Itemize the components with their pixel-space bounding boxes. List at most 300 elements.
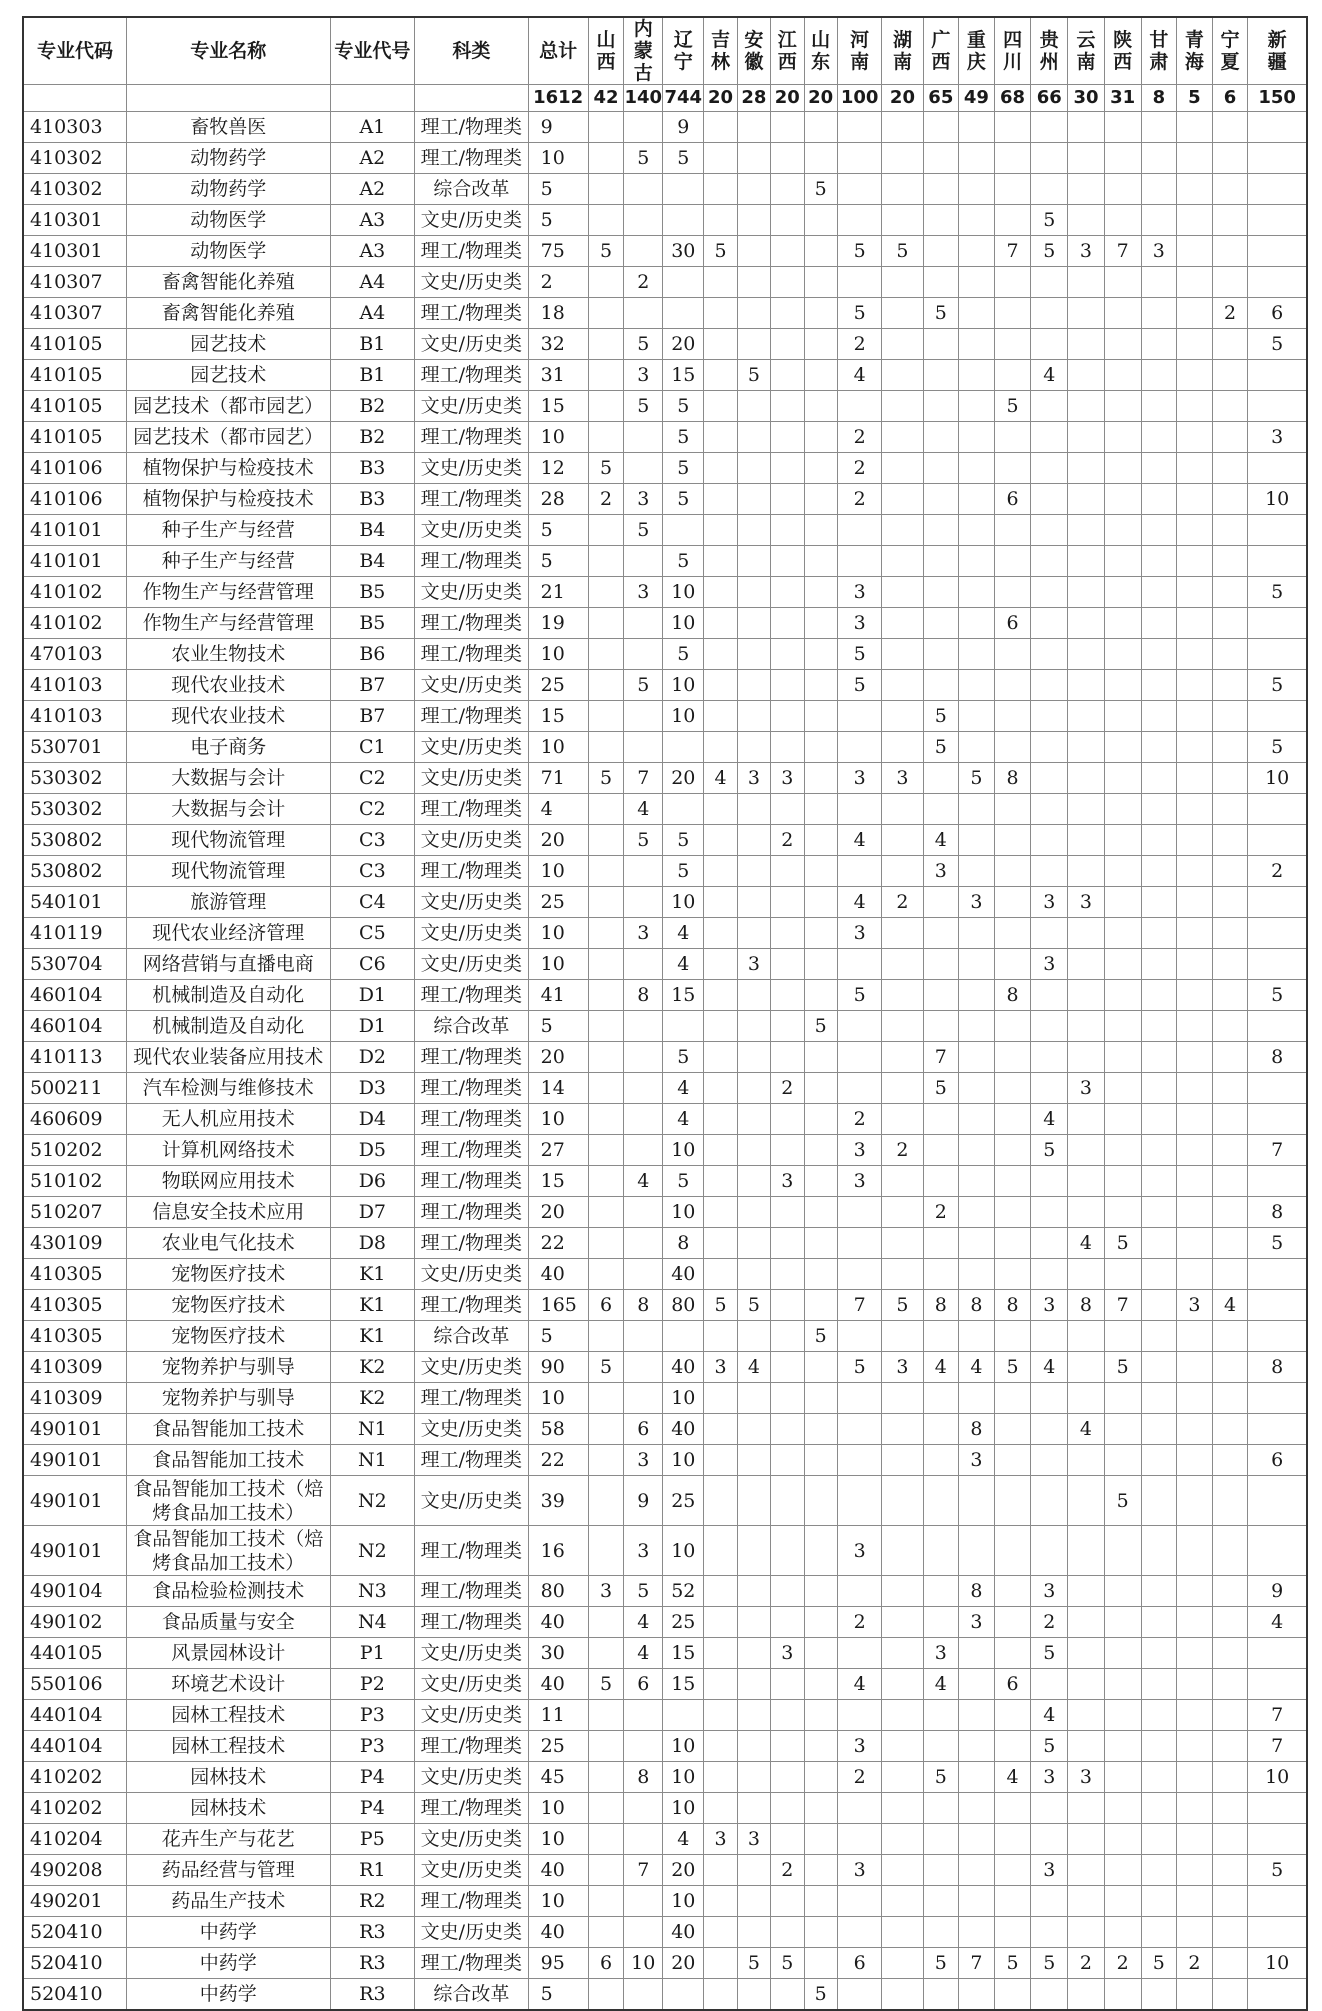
major-number-cell: A4 xyxy=(330,267,415,298)
province-quota-cell xyxy=(737,1414,770,1445)
province-quota-cell: 3 xyxy=(959,887,995,918)
province-quota-cell xyxy=(1177,298,1213,329)
province-quota-cell xyxy=(737,1855,770,1886)
province-quota-cell xyxy=(1141,639,1177,670)
category-cell: 理工/物理类 xyxy=(415,701,528,732)
province-quota-cell xyxy=(737,236,770,267)
province-quota-cell: 5 xyxy=(588,763,624,794)
province-quota-cell xyxy=(1212,763,1248,794)
row-total-cell: 80 xyxy=(528,1576,588,1607)
province-quota-cell xyxy=(1068,329,1105,360)
province-quota-cell xyxy=(837,1383,882,1414)
province-quota-cell xyxy=(804,1445,837,1476)
province-quota-cell: 20 xyxy=(663,329,704,360)
province-quota-cell xyxy=(923,639,959,670)
province-quota-cell xyxy=(1141,732,1177,763)
province-quota-cell xyxy=(1031,1445,1068,1476)
province-quota-cell xyxy=(1031,298,1068,329)
province-quota-cell xyxy=(882,1793,923,1824)
province-quota-cell xyxy=(771,267,804,298)
province-quota-cell: 3 xyxy=(1068,1762,1105,1793)
province-quota-cell xyxy=(1068,391,1105,422)
table-row xyxy=(23,1638,1307,1669)
major-code-cell: 410105 xyxy=(23,391,126,422)
major-number-cell: B7 xyxy=(330,670,415,701)
province-quota-cell xyxy=(1031,608,1068,639)
province-quota-cell xyxy=(704,949,737,980)
table-row xyxy=(23,1793,1307,1824)
province-quota-cell xyxy=(1212,1824,1248,1855)
province-quota-cell xyxy=(923,1979,959,2011)
province-quota-cell xyxy=(1104,1414,1141,1445)
totals-blank xyxy=(126,85,330,112)
province-quota-cell xyxy=(704,1321,737,1352)
province-quota-cell xyxy=(1212,1638,1248,1669)
province-quota-cell xyxy=(1212,1383,1248,1414)
province-quota-cell xyxy=(959,1042,995,1073)
province-quota-cell xyxy=(923,1166,959,1197)
province-quota-cell xyxy=(837,1414,882,1445)
province-quota-cell: 5 xyxy=(804,174,837,205)
province-quota-cell xyxy=(1212,1855,1248,1886)
province-quota-cell xyxy=(704,1576,737,1607)
province-quota-cell xyxy=(1141,763,1177,794)
province-quota-cell xyxy=(704,1917,737,1948)
category-cell: 理工/物理类 xyxy=(415,639,528,670)
category-cell: 理工/物理类 xyxy=(415,1526,528,1576)
province-quota-cell xyxy=(1141,267,1177,298)
province-quota-cell xyxy=(994,1104,1031,1135)
province-quota-cell xyxy=(1177,825,1213,856)
province-quota-cell xyxy=(923,267,959,298)
province-quota-cell: 2 xyxy=(923,1197,959,1228)
province-quota-cell xyxy=(994,422,1031,453)
header-province xyxy=(882,17,923,85)
major-code-cell: 520410 xyxy=(23,1979,126,2011)
category-cell: 文史/历史类 xyxy=(415,918,528,949)
province-quota-cell xyxy=(737,608,770,639)
province-quota-cell xyxy=(1177,639,1213,670)
major-number-cell: A4 xyxy=(330,298,415,329)
category-cell: 文史/历史类 xyxy=(415,1855,528,1886)
province-quota-cell xyxy=(923,1445,959,1476)
province-quota-cell xyxy=(704,732,737,763)
province-quota-cell: 4 xyxy=(1212,1290,1248,1321)
province-quota-cell xyxy=(837,1011,882,1042)
province-quota-cell: 6 xyxy=(1248,298,1307,329)
category-cell: 理工/物理类 xyxy=(415,1731,528,1762)
province-quota-cell xyxy=(804,1135,837,1166)
province-quota-cell xyxy=(771,1383,804,1414)
province-quota-cell xyxy=(1248,112,1307,143)
table-row xyxy=(23,1700,1307,1731)
major-code-cell: 410309 xyxy=(23,1383,126,1414)
province-quota-cell xyxy=(1031,1886,1068,1917)
province-quota-cell: 10 xyxy=(663,1383,704,1414)
province-quota-cell xyxy=(737,856,770,887)
major-number-cell: D1 xyxy=(330,980,415,1011)
province-quota-cell: 5 xyxy=(994,1948,1031,1979)
province-quota-cell xyxy=(1104,732,1141,763)
header-major-number: 专业代号 xyxy=(330,17,415,85)
category-cell: 理工/物理类 xyxy=(415,1073,528,1104)
province-quota-cell: 4 xyxy=(624,1638,663,1669)
province-quota-cell: 5 xyxy=(882,236,923,267)
province-quota-cell xyxy=(704,1638,737,1669)
row-total-cell: 40 xyxy=(528,1607,588,1638)
province-quota-cell xyxy=(624,1135,663,1166)
province-quota-cell xyxy=(1141,980,1177,1011)
province-quota-cell xyxy=(994,515,1031,546)
province-quota-cell xyxy=(737,1700,770,1731)
province-quota-cell: 10 xyxy=(663,887,704,918)
province-quota-cell: 3 xyxy=(959,1445,995,1476)
province-quota-cell xyxy=(959,1669,995,1700)
province-quota-cell xyxy=(737,112,770,143)
province-quota-cell xyxy=(923,763,959,794)
major-name-cell: 现代农业技术 xyxy=(126,670,330,701)
province-quota-cell xyxy=(1177,112,1213,143)
province-quota-cell xyxy=(1068,422,1105,453)
province-quota-cell xyxy=(704,980,737,1011)
major-number-cell: D3 xyxy=(330,1073,415,1104)
province-quota-cell xyxy=(1104,1526,1141,1576)
province-total: 49 xyxy=(959,85,995,112)
province-quota-cell xyxy=(994,1576,1031,1607)
category-cell: 文史/历史类 xyxy=(415,1638,528,1669)
province-quota-cell xyxy=(1212,143,1248,174)
province-quota-cell xyxy=(1068,1383,1105,1414)
province-quota-cell xyxy=(1141,329,1177,360)
province-quota-cell xyxy=(994,1476,1031,1526)
province-quota-cell: 4 xyxy=(1031,1700,1068,1731)
province-quota-cell: 8 xyxy=(1248,1352,1307,1383)
province-quota-cell xyxy=(1068,143,1105,174)
province-quota-cell xyxy=(588,856,624,887)
province-quota-cell: 80 xyxy=(663,1290,704,1321)
major-code-cell: 410307 xyxy=(23,267,126,298)
province-quota-cell xyxy=(704,1669,737,1700)
province-quota-cell xyxy=(1177,360,1213,391)
province-quota-cell xyxy=(994,1135,1031,1166)
major-code-cell: 530704 xyxy=(23,949,126,980)
province-name: 湖 南 xyxy=(892,29,912,73)
province-quota-cell: 3 xyxy=(837,763,882,794)
province-quota-cell xyxy=(959,112,995,143)
province-quota-cell xyxy=(804,1476,837,1526)
province-quota-cell: 4 xyxy=(663,1104,704,1135)
province-quota-cell xyxy=(1141,1669,1177,1700)
province-quota-cell xyxy=(1141,825,1177,856)
province-quota-cell xyxy=(882,1607,923,1638)
province-quota-cell xyxy=(704,1383,737,1414)
category-cell: 理工/物理类 xyxy=(415,1104,528,1135)
province-quota-cell xyxy=(1248,608,1307,639)
major-code-cell: 520410 xyxy=(23,1917,126,1948)
province-quota-cell xyxy=(994,143,1031,174)
province-quota-cell xyxy=(994,949,1031,980)
province-quota-cell: 52 xyxy=(663,1576,704,1607)
province-quota-cell xyxy=(1248,1321,1307,1352)
major-number-cell: A3 xyxy=(330,205,415,236)
province-quota-cell: 3 xyxy=(1031,1762,1068,1793)
province-quota-cell xyxy=(1068,577,1105,608)
province-quota-cell xyxy=(1031,918,1068,949)
major-number-cell: N1 xyxy=(330,1445,415,1476)
province-quota-cell xyxy=(1212,1259,1248,1290)
row-total-cell: 5 xyxy=(528,205,588,236)
province-quota-cell xyxy=(1177,205,1213,236)
major-name-cell: 动物医学 xyxy=(126,205,330,236)
province-quota-cell xyxy=(624,112,663,143)
province-quota-cell xyxy=(923,1700,959,1731)
province-quota-cell: 5 xyxy=(837,236,882,267)
province-quota-cell xyxy=(624,1228,663,1259)
table-row xyxy=(23,1979,1307,2011)
row-total-cell: 15 xyxy=(528,1166,588,1197)
province-quota-cell xyxy=(804,1073,837,1104)
province-quota-cell xyxy=(1177,1104,1213,1135)
province-quota-cell xyxy=(1141,1166,1177,1197)
row-total-cell: 5 xyxy=(528,1011,588,1042)
province-quota-cell xyxy=(959,639,995,670)
province-quota-cell: 10 xyxy=(663,1762,704,1793)
major-name-cell: 食品质量与安全 xyxy=(126,1607,330,1638)
province-quota-cell xyxy=(1068,1669,1105,1700)
province-quota-cell xyxy=(959,1073,995,1104)
province-quota-cell: 5 xyxy=(923,1073,959,1104)
province-quota-cell xyxy=(704,1042,737,1073)
table-row xyxy=(23,298,1307,329)
province-quota-cell xyxy=(1068,1526,1105,1576)
row-total-cell: 12 xyxy=(528,453,588,484)
province-quota-cell xyxy=(994,1793,1031,1824)
province-quota-cell xyxy=(1031,763,1068,794)
row-total-cell: 11 xyxy=(528,1700,588,1731)
province-quota-cell xyxy=(588,1762,624,1793)
province-quota-cell: 9 xyxy=(663,112,704,143)
province-quota-cell xyxy=(1031,329,1068,360)
row-total-cell: 18 xyxy=(528,298,588,329)
province-quota-cell xyxy=(959,608,995,639)
table-row xyxy=(23,422,1307,453)
province-quota-cell xyxy=(1141,1011,1177,1042)
province-quota-cell xyxy=(959,1197,995,1228)
province-quota-cell xyxy=(663,1979,704,2011)
province-quota-cell xyxy=(704,1197,737,1228)
province-quota-cell: 5 xyxy=(663,453,704,484)
province-quota-cell xyxy=(882,1700,923,1731)
province-quota-cell xyxy=(959,1731,995,1762)
province-quota-cell: 5 xyxy=(1248,670,1307,701)
major-number-cell: C5 xyxy=(330,918,415,949)
province-quota-cell: 2 xyxy=(837,329,882,360)
province-quota-cell: 20 xyxy=(663,1855,704,1886)
province-quota-cell xyxy=(1031,1476,1068,1526)
major-code-cell: 530302 xyxy=(23,794,126,825)
province-quota-cell xyxy=(771,1445,804,1476)
category-cell: 理工/物理类 xyxy=(415,1290,528,1321)
province-quota-cell xyxy=(1248,1414,1307,1445)
province-quota-cell: 8 xyxy=(1068,1290,1105,1321)
province-quota-cell xyxy=(1248,1073,1307,1104)
category-cell: 理工/物理类 xyxy=(415,1197,528,1228)
province-quota-cell xyxy=(923,980,959,1011)
province-quota-cell xyxy=(959,732,995,763)
province-quota-cell xyxy=(1177,329,1213,360)
province-total: 28 xyxy=(737,85,770,112)
province-quota-cell xyxy=(737,1917,770,1948)
major-name-cell: 园林工程技术 xyxy=(126,1700,330,1731)
province-quota-cell xyxy=(737,484,770,515)
province-quota-cell xyxy=(1068,763,1105,794)
province-quota-cell: 10 xyxy=(663,1793,704,1824)
province-quota-cell xyxy=(959,701,995,732)
province-quota-cell xyxy=(837,1886,882,1917)
province-quota-cell xyxy=(804,515,837,546)
table-row xyxy=(23,949,1307,980)
province-quota-cell xyxy=(1212,1793,1248,1824)
province-quota-cell xyxy=(1104,639,1141,670)
row-total-cell: 10 xyxy=(528,1104,588,1135)
province-name: 吉 林 xyxy=(711,29,731,73)
province-quota-cell: 8 xyxy=(624,1290,663,1321)
province-quota-cell xyxy=(771,794,804,825)
major-number-cell: C2 xyxy=(330,794,415,825)
header-province xyxy=(737,17,770,85)
province-quota-cell: 6 xyxy=(1248,1445,1307,1476)
province-quota-cell xyxy=(1031,515,1068,546)
major-code-cell: 410113 xyxy=(23,1042,126,1073)
totals-blank xyxy=(23,85,126,112)
province-quota-cell xyxy=(1104,1073,1141,1104)
province-quota-cell xyxy=(1248,639,1307,670)
province-quota-cell xyxy=(1248,1669,1307,1700)
province-quota-cell xyxy=(1177,391,1213,422)
province-quota-cell xyxy=(1177,1228,1213,1259)
province-quota-cell xyxy=(771,143,804,174)
province-quota-cell xyxy=(1212,484,1248,515)
province-quota-cell xyxy=(1248,360,1307,391)
table-row xyxy=(23,1042,1307,1073)
category-cell: 文史/历史类 xyxy=(415,577,528,608)
province-quota-cell xyxy=(737,422,770,453)
row-total-cell: 10 xyxy=(528,639,588,670)
province-quota-cell xyxy=(704,112,737,143)
province-quota-cell: 4 xyxy=(704,763,737,794)
province-quota-cell xyxy=(1212,453,1248,484)
province-quota-cell xyxy=(588,1979,624,2011)
province-quota-cell xyxy=(704,608,737,639)
province-quota-cell xyxy=(1104,298,1141,329)
header-province xyxy=(1104,17,1141,85)
province-quota-cell xyxy=(923,360,959,391)
province-quota-cell xyxy=(1177,1352,1213,1383)
province-quota-cell xyxy=(994,639,1031,670)
province-quota-cell xyxy=(1068,1607,1105,1638)
category-cell: 文史/历史类 xyxy=(415,1352,528,1383)
province-total: 20 xyxy=(771,85,804,112)
province-quota-cell xyxy=(1141,453,1177,484)
category-cell: 理工/物理类 xyxy=(415,1228,528,1259)
province-quota-cell xyxy=(771,391,804,422)
province-quota-cell xyxy=(923,1228,959,1259)
province-quota-cell xyxy=(1104,887,1141,918)
province-quota-cell xyxy=(994,701,1031,732)
province-total: 20 xyxy=(704,85,737,112)
table-row xyxy=(23,1383,1307,1414)
province-quota-cell xyxy=(804,360,837,391)
province-quota-cell xyxy=(588,1414,624,1445)
header-province xyxy=(588,17,624,85)
major-code-cell: 410105 xyxy=(23,422,126,453)
major-number-cell: D4 xyxy=(330,1104,415,1135)
province-quota-cell xyxy=(1141,670,1177,701)
major-code-cell: 410301 xyxy=(23,236,126,267)
province-quota-cell xyxy=(959,918,995,949)
province-quota-cell xyxy=(804,1383,837,1414)
province-quota-cell xyxy=(1177,515,1213,546)
major-code-cell: 490101 xyxy=(23,1476,126,1526)
province-quota-cell xyxy=(588,980,624,1011)
province-quota-cell xyxy=(804,1166,837,1197)
province-quota-cell: 4 xyxy=(923,1669,959,1700)
province-quota-cell xyxy=(1141,1104,1177,1135)
province-quota-cell xyxy=(923,112,959,143)
province-quota-cell: 2 xyxy=(882,887,923,918)
province-quota-cell: 6 xyxy=(588,1948,624,1979)
province-quota-cell xyxy=(1212,1104,1248,1135)
province-quota-cell: 8 xyxy=(624,1762,663,1793)
province-quota-cell xyxy=(959,298,995,329)
province-quota-cell: 15 xyxy=(663,980,704,1011)
table-row xyxy=(23,453,1307,484)
province-quota-cell xyxy=(771,1700,804,1731)
province-quota-cell xyxy=(588,1445,624,1476)
table-row xyxy=(23,732,1307,763)
major-number-cell: K1 xyxy=(330,1259,415,1290)
province-quota-cell: 5 xyxy=(624,143,663,174)
province-quota-cell xyxy=(882,1445,923,1476)
province-quota-cell xyxy=(1104,453,1141,484)
province-quota-cell xyxy=(804,391,837,422)
province-quota-cell xyxy=(804,1104,837,1135)
province-quota-cell xyxy=(1212,1762,1248,1793)
province-quota-cell xyxy=(1104,1979,1141,2011)
province-quota-cell xyxy=(1068,1476,1105,1526)
province-quota-cell: 3 xyxy=(837,608,882,639)
province-quota-cell xyxy=(1212,794,1248,825)
province-quota-cell xyxy=(1141,701,1177,732)
province-quota-cell xyxy=(1068,267,1105,298)
table-row xyxy=(23,174,1307,205)
major-number-cell: K2 xyxy=(330,1383,415,1414)
major-number-cell: R2 xyxy=(330,1886,415,1917)
category-cell: 文史/历史类 xyxy=(415,825,528,856)
row-total-cell: 21 xyxy=(528,577,588,608)
table-row xyxy=(23,608,1307,639)
table-row xyxy=(23,701,1307,732)
major-code-cell: 460609 xyxy=(23,1104,126,1135)
table-row xyxy=(23,1228,1307,1259)
province-quota-cell: 5 xyxy=(837,1352,882,1383)
header-province xyxy=(663,17,704,85)
province-quota-cell xyxy=(1248,546,1307,577)
province-quota-cell xyxy=(588,1135,624,1166)
major-name-cell: 园艺技术（都市园艺） xyxy=(126,391,330,422)
province-quota-cell xyxy=(804,918,837,949)
province-quota-cell xyxy=(994,1526,1031,1576)
